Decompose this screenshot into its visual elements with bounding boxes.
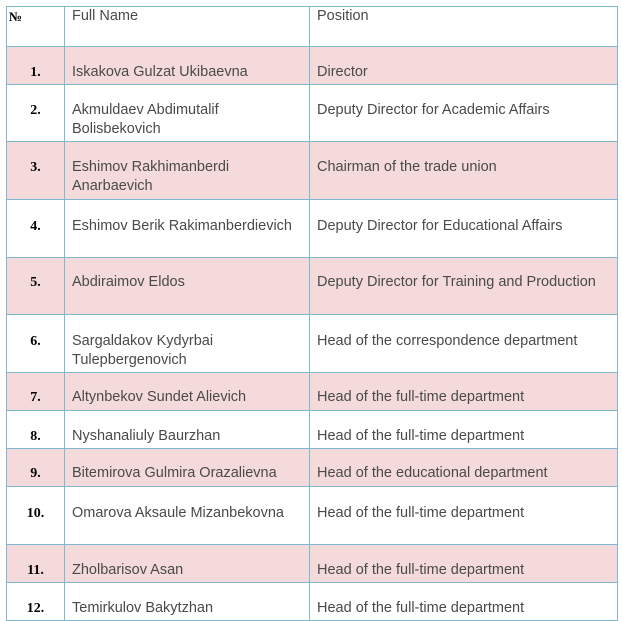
row-number: 12.	[7, 583, 65, 621]
row-full-name: Altynbekov Sundet Alievich	[65, 373, 310, 411]
row-number: 6.	[7, 315, 65, 373]
row-number: 4.	[7, 200, 65, 258]
row-full-name: Iskakova Gulzat Ukibaevna	[65, 47, 310, 85]
table-row	[7, 85, 618, 142]
row-full-name: Akmuldaev Abdimutalif Bolisbekovich	[65, 85, 310, 142]
table-row	[7, 583, 618, 621]
table-row	[7, 315, 618, 373]
row-full-name: Eshimov Berik Rakimanberdievich	[65, 200, 310, 258]
row-position: Head of the full-time department	[310, 487, 618, 545]
row-full-name: Abdiraimov Eldos	[65, 258, 310, 315]
row-number: 3.	[7, 142, 65, 200]
row-number: 1.	[7, 47, 65, 85]
row-position: Head of the educational department	[310, 449, 618, 487]
row-position: Head of the full-time department	[310, 545, 618, 583]
staff-table	[6, 6, 618, 621]
header-full-name: Full Name	[65, 7, 310, 47]
row-full-name: Temirkulov Bakytzhan	[65, 583, 310, 621]
row-number: 9.	[7, 449, 65, 487]
row-number: 5.	[7, 258, 65, 315]
row-full-name: Nyshanaliuly Baurzhan	[65, 411, 310, 449]
row-number: 2.	[7, 85, 65, 142]
table-row	[7, 487, 618, 545]
table-row	[7, 373, 618, 411]
header-position: Position	[310, 7, 618, 47]
row-position: Deputy Director for Educational Affairs	[310, 200, 618, 258]
row-position: Deputy Director for Training and Production	[310, 258, 618, 315]
row-full-name: Sargaldakov Kydyrbai Tulepbergenovich	[65, 315, 310, 373]
row-position: Head of the full-time department	[310, 583, 618, 621]
table-row	[7, 411, 618, 449]
row-full-name: Omarova Aksaule Mizanbekovna	[65, 487, 310, 545]
row-position: Head of the full-time department	[310, 411, 618, 449]
table-row	[7, 200, 618, 258]
row-number: 7.	[7, 373, 65, 411]
table-row	[7, 258, 618, 315]
table-row	[7, 545, 618, 583]
table-header-row	[7, 7, 618, 47]
row-number: 10.	[7, 487, 65, 545]
row-position: Chairman of the trade union	[310, 142, 618, 200]
row-position: Deputy Director for Academic Affairs	[310, 85, 618, 142]
row-number: 8.	[7, 411, 65, 449]
table-row	[7, 142, 618, 200]
row-number: 11.	[7, 545, 65, 583]
row-position: Head of the correspondence department	[310, 315, 618, 373]
row-position: Head of the full-time department	[310, 373, 618, 411]
row-full-name: Zholbarisov Asan	[65, 545, 310, 583]
table-row	[7, 449, 618, 487]
table-row	[7, 47, 618, 85]
row-full-name: Eshimov Rakhimanberdi Anarbaevich	[65, 142, 310, 200]
row-position: Director	[310, 47, 618, 85]
header-number: №	[7, 7, 65, 47]
row-full-name: Bitemirova Gulmira Orazalievna	[65, 449, 310, 487]
